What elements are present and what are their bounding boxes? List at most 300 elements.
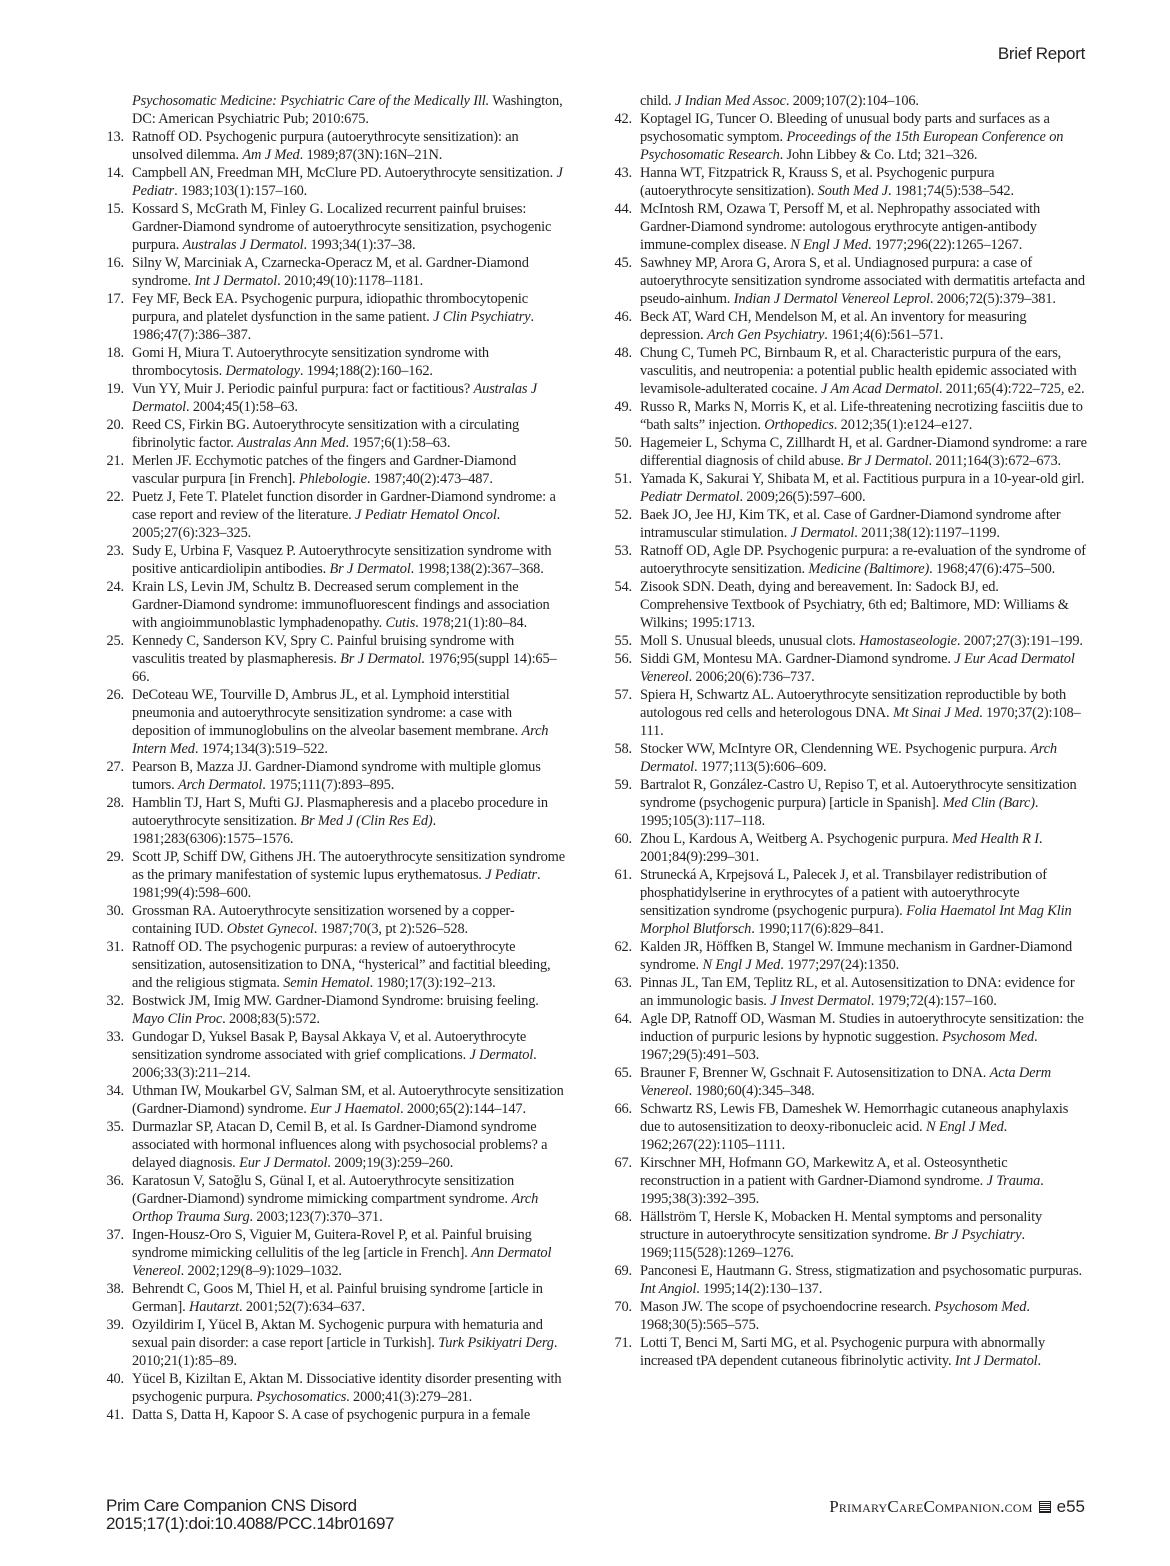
reference-item bbox=[100, 416, 566, 452]
reference-journal: Hautarzt bbox=[189, 1299, 239, 1315]
reference-number: 64. bbox=[614, 1011, 632, 1027]
page-number: e55 bbox=[1056, 1497, 1085, 1516]
reference-text: Chung C, Tumeh PC, Birnbaum R, et al. Characteristic purpura of the ears, vasculitis, and neutropenia: a potential public health epidemic associated with levamisole-adulterated cocaine. bbox=[640, 345, 1077, 397]
reference-details: . 2001;52(7):634–637. bbox=[238, 1299, 365, 1315]
reference-details: . 1981;74(5):538–542. bbox=[887, 183, 1014, 199]
reference-journal: Psychosomatics bbox=[256, 1389, 347, 1405]
reference-item bbox=[606, 830, 1088, 866]
reference-details: . 2011;65(4):722–725, e2. bbox=[938, 381, 1085, 397]
reference-text: Datta S, Datta H, Kapoor S. A case of psychogenic purpura in a female bbox=[132, 1407, 531, 1423]
reference-details: . 1981;99(4):598–600. bbox=[132, 867, 541, 901]
reference-item bbox=[606, 506, 1088, 542]
reference-details: . 1987;40(2):473–487. bbox=[366, 471, 493, 487]
reference-item bbox=[100, 938, 566, 992]
reference-item bbox=[100, 758, 566, 794]
reference-number: 58. bbox=[614, 741, 632, 757]
reference-details: . 1969;115(528):1269–1276. bbox=[640, 1227, 1025, 1261]
reference-number: 31. bbox=[106, 939, 124, 955]
reference-number: 41. bbox=[106, 1407, 124, 1423]
reference-text: Koptagel IG, Tuncer O. Bleeding of unusual body parts and surfaces as a psychosomatic symptom. bbox=[640, 111, 1050, 145]
reference-text: Bartralot R, González-Castro U, Repiso T, et al. Autoerythrocyte sensitization syndrome (psychogenic purpura) [article in Spanish]. bbox=[640, 777, 1077, 811]
reference-text: Sawhney MP, Arora G, Arora S, et al. Undiagnosed purpura: a case of autoerythrocyte sensitization syndrome associated with dermatitis artefacta and pseudo-ainhum. bbox=[640, 255, 1085, 307]
reference-text: DeCoteau WE, Tourville D, Ambrus JL, et al. Lymphoid interstitial pneumonia and autoerythrocyte sensitization syndrome: a case with deposition of immunoglobulins on the alveolar basement membrane. bbox=[132, 687, 522, 739]
reference-text: Merlen JF. Ecchymotic patches of the fingers and Gardner-Diamond vascular purpura [in French]. bbox=[132, 453, 517, 487]
reference-details: . 1968;47(6):475–500. bbox=[929, 561, 1056, 577]
reference-item bbox=[100, 290, 566, 344]
reference-details: . 2000;65(2):144–147. bbox=[399, 1101, 526, 1117]
reference-journal: Med Health R I bbox=[951, 831, 1039, 847]
reference-details: . 2000;41(3):279–281. bbox=[346, 1389, 473, 1405]
reference-item bbox=[606, 92, 1088, 110]
reference-journal: N Engl J Med bbox=[925, 1119, 1004, 1135]
reference-number: 23. bbox=[106, 543, 124, 559]
reference-item bbox=[606, 740, 1088, 776]
reference-journal: Arch Intern Med bbox=[132, 723, 549, 757]
reference-journal: Arch Gen Psychiatry bbox=[706, 327, 825, 343]
reference-text: Hällström T, Hersle K, Mobacken H. Mental symptoms and personality structure in autoerythrocyte sensitization syndrome. bbox=[640, 1209, 1043, 1243]
reference-number: 67. bbox=[614, 1155, 632, 1171]
reference-number: 39. bbox=[106, 1317, 124, 1333]
reference-details: . 2006;20(6):736–737. bbox=[688, 669, 815, 685]
reference-details: . 1989;87(3N):16N–21N. bbox=[299, 147, 443, 163]
reference-number: 16. bbox=[106, 255, 124, 271]
reference-journal: Am J Med bbox=[242, 147, 300, 163]
reference-text: Agle DP, Ratnoff OD, Wasman M. Studies in autoerythrocyte sensitization: the induction of purpuric lesions by hypnotic suggestion. bbox=[640, 1011, 1084, 1045]
reference-text: Kalden JR, Höffken B, Stangel W. Immune mechanism in Gardner-Diamond syndrome. bbox=[640, 939, 1073, 973]
reference-journal: N Engl J Med bbox=[702, 957, 781, 973]
reference-details: . 1967;29(5):491–503. bbox=[640, 1029, 1038, 1063]
reference-details: . 1980;60(4):345–348. bbox=[688, 1083, 815, 1099]
reference-item bbox=[606, 200, 1088, 254]
reference-journal: Australas J Dermatol bbox=[182, 237, 304, 253]
reference-text: Uthman IW, Moukarbel GV, Salman SM, et al. Autoerythrocyte sensitization (Gardner-Diamond) syndrome. bbox=[132, 1083, 564, 1117]
reference-journal: Eur J Dermatol bbox=[239, 1155, 328, 1171]
reference-number: 37. bbox=[106, 1227, 124, 1243]
reference-text: Karatosun V, Satoğlu S, Günal I, et al. Autoerythrocyte sensitization (Gardner-Diamond) syndrome mimicking compartment syndrome. bbox=[132, 1173, 514, 1207]
reference-journal: J Trauma bbox=[986, 1173, 1041, 1189]
reference-journal: South Med J bbox=[817, 183, 888, 199]
reference-text: Ingen-Housz-Oro S, Viguier M, Guitera-Rovel P, et al. Painful bruising syndrome mimicking cellulitis of the leg [article in French]. bbox=[132, 1227, 532, 1261]
reference-number: 21. bbox=[106, 453, 124, 469]
reference-text: Strunecká A, Krpejsová L, Palecek J, et al. Transbilayer redistribution of phosphatidylserine in erythrocytes of a patient with autoerythrocyte sensitization syndrome (psychogenic purpura). bbox=[640, 867, 1047, 919]
reference-item bbox=[606, 470, 1088, 506]
reference-details: . 2010;49(10):1178–1181. bbox=[277, 273, 424, 289]
reference-journal: Indian J Dermatol Venereol Leprol bbox=[733, 291, 930, 307]
reference-number: 52. bbox=[614, 507, 632, 523]
reference-number: 55. bbox=[614, 633, 632, 649]
reference-details: . 2009;26(5):597–600. bbox=[739, 489, 866, 505]
reference-number: 69. bbox=[614, 1263, 632, 1279]
reference-journal: N Engl J Med bbox=[790, 237, 868, 253]
reference-item bbox=[100, 632, 566, 686]
reference-item bbox=[606, 938, 1088, 974]
reference-text: Kossard S, McGrath M, Finley G. Localized recurrent painful bruises: Gardner-Diamond syndrome of autoerythrocyte sensitization, psychogenic purpura. bbox=[132, 201, 552, 253]
reference-item bbox=[100, 344, 566, 380]
reference-details: . 2001;84(9):299–301. bbox=[640, 831, 1043, 865]
reference-details: . 1995;14(2):130–137. bbox=[696, 1281, 823, 1297]
reference-journal: Eur J Haematol bbox=[310, 1101, 400, 1117]
reference-journal: Br J Dermatol bbox=[329, 561, 411, 577]
reference-details: . 2006;33(3):211–214. bbox=[132, 1047, 537, 1081]
reference-number: 56. bbox=[614, 651, 632, 667]
reference-item bbox=[606, 776, 1088, 830]
reference-journal: J Invest Dermatol bbox=[770, 993, 871, 1009]
reference-details: . 2012;35(1):e124–e127. bbox=[833, 417, 973, 433]
reference-text: Puetz J, Fete T. Platelet function disorder in Gardner-Diamond syndrome: a case report and review of the literature. bbox=[132, 489, 556, 523]
reference-item bbox=[606, 632, 1088, 650]
reference-text: McIntosh RM, Ozawa T, Persoff M, et al. Nephropathy associated with Gardner-Diamond syndrome: autologous erythrocyte antigen-antibody immune-complex disease. bbox=[640, 201, 1040, 253]
reference-journal: Psychosom Med bbox=[942, 1029, 1035, 1045]
reference-journal: Hamostaseologie bbox=[859, 633, 957, 649]
reference-item bbox=[100, 164, 566, 200]
reference-item bbox=[606, 1208, 1088, 1262]
reference-text: Hanna WT, Fitzpatrick R, Krauss S, et al. Psychogenic purpura (autoerythrocyte sensitization). bbox=[640, 165, 995, 199]
reference-journal: Proceedings of the 15th European Conference on Psychosomatic Research bbox=[640, 129, 1064, 163]
reference-journal: Mayo Clin Proc bbox=[132, 1011, 223, 1027]
reference-number: 71. bbox=[614, 1335, 632, 1351]
reference-details: . 1977;113(5):606–609. bbox=[693, 759, 827, 775]
reference-journal: Turk Psikiyatri Derg bbox=[438, 1335, 554, 1351]
reference-text: Siddi GM, Montesu MA. Gardner-Diamond syndrome. bbox=[640, 651, 955, 667]
reference-details: . 1974;134(3):519–522. bbox=[194, 741, 328, 757]
reference-text: Beck AT, Ward CH, Mendelson M, et al. An inventory for measuring depression. bbox=[640, 309, 1027, 343]
reference-journal: Arch Orthop Trauma Surg bbox=[132, 1191, 539, 1225]
reference-text: Hamblin TJ, Hart S, Mufti GJ. Plasmapheresis and a placebo procedure in autoerythrocyte sensitization. bbox=[132, 795, 548, 829]
reference-details: . 1968;30(5):565–575. bbox=[640, 1299, 1030, 1333]
reference-details: . 2002;129(8–9):1029–1032. bbox=[180, 1263, 342, 1279]
reference-item bbox=[606, 866, 1088, 938]
reference-item bbox=[606, 1154, 1088, 1208]
reference-details: . 1993;34(1):37–38. bbox=[303, 237, 416, 253]
reference-details: . 2009;19(3):259–260. bbox=[327, 1155, 454, 1171]
reference-number: 30. bbox=[106, 903, 124, 919]
reference-journal: Orthopedics bbox=[764, 417, 834, 433]
reference-item bbox=[100, 488, 566, 542]
reference-text: Ratnoff OD, Agle DP. Psychogenic purpura: a re-evaluation of the syndrome of autoerythrocyte sensitization. bbox=[640, 543, 1086, 577]
reference-number: 57. bbox=[614, 687, 632, 703]
reference-journal: Psychosom Med bbox=[934, 1299, 1027, 1315]
reference-item bbox=[606, 974, 1088, 1010]
reference-journal: Acta Derm Venereol bbox=[640, 1065, 1052, 1099]
reference-number: 63. bbox=[614, 975, 632, 991]
reference-item bbox=[100, 578, 566, 632]
reference-item bbox=[606, 1010, 1088, 1064]
reference-item bbox=[606, 254, 1088, 308]
reference-text: Hagemeier L, Schyma C, Zillhardt H, et al. Gardner-Diamond syndrome: a rare differential diagnosis of child abuse. bbox=[640, 435, 1087, 469]
reference-details: . 2003;123(7):370–371. bbox=[249, 1209, 383, 1225]
reference-text: Mason JW. The scope of psychoendocrine research. bbox=[640, 1299, 935, 1315]
reference-journal: J Dermatol bbox=[469, 1047, 534, 1063]
reference-item bbox=[606, 650, 1088, 686]
reference-details: . 1978;21(1):80–84. bbox=[415, 615, 528, 631]
reference-number: 32. bbox=[106, 993, 124, 1009]
square-bullet-icon bbox=[1039, 1501, 1051, 1513]
reference-item bbox=[100, 254, 566, 290]
reference-number: 29. bbox=[106, 849, 124, 865]
reference-journal: Australas Ann Med bbox=[237, 435, 346, 451]
footer-doi: 2015;17(1):doi:10.4088/PCC.14br01697 bbox=[106, 1514, 395, 1533]
reference-details: . 1979;72(4):157–160. bbox=[870, 993, 997, 1009]
reference-text: Spiera H, Schwartz AL. Autoerythrocyte sensitization reproductible by both autologous red cells and heterologous DNA. bbox=[640, 687, 1067, 721]
reference-text: Russo R, Marks N, Morris K, et al. Life-threatening necrotizing fasciitis due to “bath salts” injection. bbox=[640, 399, 1083, 433]
reference-details: . 1962;267(22):1105–1111. bbox=[640, 1119, 1008, 1153]
reference-item bbox=[606, 542, 1088, 578]
reference-item bbox=[100, 1172, 566, 1226]
reference-item bbox=[100, 1028, 566, 1082]
reference-text: Bostwick JM, Imig MW. Gardner-Diamond Syndrome: bruising feeling. bbox=[132, 993, 539, 1009]
reference-text: Vun YY, Muir J. Periodic painful purpura: fact or factitious? bbox=[132, 381, 474, 397]
reference-text: Zhou L, Kardous A, Weitberg A. Psychogenic purpura. bbox=[640, 831, 952, 847]
site-link[interactable]: PrimaryCareCompanion.com bbox=[829, 1497, 1033, 1516]
reference-details: . 2005;27(6):323–325. bbox=[132, 507, 501, 541]
reference-number: 33. bbox=[106, 1029, 124, 1045]
reference-text: Scott JP, Schiff DW, Githens JH. The autoerythrocyte sensitization syndrome as the primary manifestation of systemic lupus erythematosus. bbox=[132, 849, 565, 883]
reference-journal: J Pediatr Hematol Oncol bbox=[355, 507, 497, 523]
reference-text: Ozyildirim I, Yücel B, Aktan M. Sychogenic purpura with hematuria and sexual pain disorder: a case report [article in Turkish]. bbox=[132, 1317, 543, 1351]
reference-details: . 2011;38(12):1197–1199. bbox=[854, 525, 1000, 541]
reference-details: . 2009;107(2):104–106. bbox=[785, 93, 919, 109]
reference-text: Yamada K, Sakurai Y, Shibata M, et al. Factitious purpura in a 10-year-old girl. bbox=[640, 471, 1085, 487]
reference-number: 22. bbox=[106, 489, 124, 505]
reference-number: 26. bbox=[106, 687, 124, 703]
reference-number: 25. bbox=[106, 633, 124, 649]
reference-text: Campbell AN, Freedman MH, McClure PD. Autoerythrocyte sensitization. bbox=[132, 165, 557, 181]
reference-journal: J Am Acad Dermatol bbox=[821, 381, 939, 397]
reference-journal: Cutis bbox=[385, 615, 416, 631]
reference-details: . 1975;111(7):893–895. bbox=[262, 777, 395, 793]
reference-item bbox=[100, 1280, 566, 1316]
reference-item bbox=[100, 128, 566, 164]
reference-number: 61. bbox=[614, 867, 632, 883]
reference-text: Behrendt C, Goos M, Thiel H, et al. Painful bruising syndrome [article in German]. bbox=[132, 1281, 543, 1315]
reference-journal: Folia Haematol Int Mag Klin Morphol Blutforsch bbox=[640, 903, 1072, 937]
reference-journal: J Pediatr bbox=[485, 867, 537, 883]
reference-text: Panconesi E, Hautmann G. Stress, stigmatization and psychosomatic purpuras. bbox=[640, 1263, 1082, 1279]
reference-text: Moll S. Unusual bleeds, unusual clots. bbox=[640, 633, 860, 649]
reference-item bbox=[100, 1118, 566, 1172]
reference-journal: Arch Dermatol bbox=[640, 741, 1057, 775]
reference-text: Sudy E, Urbina F, Vasquez P. Autoerythrocyte sensitization syndrome with positive anticardiolipin antibodies. bbox=[132, 543, 552, 577]
reference-journal: Dermatology bbox=[225, 363, 300, 379]
reference-number: 65. bbox=[614, 1065, 632, 1081]
reference-number: 15. bbox=[106, 201, 124, 217]
reference-journal: J Clin Psychiatry bbox=[433, 309, 531, 325]
reference-journal: Medicine (Baltimore) bbox=[808, 561, 930, 577]
reference-number: 48. bbox=[614, 345, 632, 361]
reference-journal: Int J Dermatol bbox=[954, 1353, 1038, 1369]
reference-details: . 2004;45(1):58–63. bbox=[185, 399, 298, 415]
reference-number: 50. bbox=[614, 435, 632, 451]
reference-item bbox=[606, 1064, 1088, 1100]
reference-journal: J Eur Acad Dermatol Venereol bbox=[640, 651, 1075, 685]
reference-item bbox=[100, 992, 566, 1028]
reference-number: 24. bbox=[106, 579, 124, 595]
reference-text: Baek JO, Jee HJ, Kim TK, et al. Case of Gardner-Diamond syndrome after intramuscular stimulation. bbox=[640, 507, 1061, 541]
reference-number: 13. bbox=[106, 129, 124, 145]
reference-text: Brauner F, Brenner W, Gschnait F. Autosensitization to DNA. bbox=[640, 1065, 990, 1081]
reference-journal: J Indian Med Assoc bbox=[674, 93, 786, 109]
reference-journal: Br J Dermatol bbox=[847, 453, 929, 469]
reference-number: 18. bbox=[106, 345, 124, 361]
reference-item bbox=[606, 1334, 1088, 1370]
reference-item bbox=[606, 1100, 1088, 1154]
reference-item bbox=[606, 686, 1088, 740]
reference-text: Pearson B, Mazza JJ. Gardner-Diamond syndrome with multiple glomus tumors. bbox=[132, 759, 541, 793]
reference-number: 49. bbox=[614, 399, 632, 415]
reference-details: . 2011;164(3):672–673. bbox=[928, 453, 1061, 469]
reference-details: . 1995;38(3):392–395. bbox=[640, 1173, 1044, 1207]
reference-text: Lotti T, Benci M, Sarti MG, et al. Psychogenic purpura with abnormally increased tPA dependent cutaneous fibrinolytic activity. bbox=[640, 1335, 1046, 1369]
reference-text: child. bbox=[640, 93, 675, 109]
reference-text: Fey MF, Beck EA. Psychogenic purpura, idiopathic thrombocytopenic purpura, and platelet dysfunction in the same patient. bbox=[132, 291, 528, 325]
reference-journal: Br J Psychiatry bbox=[934, 1227, 1022, 1243]
reference-item bbox=[606, 1298, 1088, 1334]
reference-text: Grossman RA. Autoerythrocyte sensitization worsened by a copper-containing IUD. bbox=[132, 903, 515, 937]
reference-number: 17. bbox=[106, 291, 124, 307]
reference-item bbox=[606, 398, 1088, 434]
reference-details: . 1981;283(6306):1575–1576. bbox=[132, 813, 437, 847]
reference-item bbox=[100, 380, 566, 416]
reference-details: . 1976;95(suppl 14):65–66. bbox=[132, 651, 557, 685]
reference-number: 19. bbox=[106, 381, 124, 397]
reference-details: . 1990;117(6):829–841. bbox=[751, 921, 884, 937]
references-left-column bbox=[100, 92, 566, 1424]
reference-item bbox=[606, 308, 1088, 344]
reference-item bbox=[100, 92, 566, 128]
reference-details: . 2008;83(5):572. bbox=[222, 1011, 320, 1027]
reference-text: Zisook SDN. Death, dying and bereavement. In: Sadock BJ, ed. Comprehensive Textbook of Psychiatry, 6th ed; Baltimore, MD: Williams & Wilkins; 1995:1713. bbox=[640, 579, 1069, 631]
reference-item bbox=[100, 1370, 566, 1406]
reference-number: 53. bbox=[614, 543, 632, 559]
reference-text: Krain LS, Levin JM, Schultz B. Decreased serum complement in the Gardner-Diamond syndrome: immunofluorescent findings and association with angioimmunoblastic lymphadenopathy. bbox=[132, 579, 550, 631]
reference-item bbox=[606, 578, 1088, 632]
reference-journal: Br J Dermatol bbox=[340, 651, 422, 667]
reference-number: 59. bbox=[614, 777, 632, 793]
reference-journal: Obstet Gynecol bbox=[226, 921, 314, 937]
reference-text: Reed CS, Firkin BG. Autoerythrocyte sensitization with a circulating fibrinolytic factor. bbox=[132, 417, 520, 451]
reference-item bbox=[100, 794, 566, 848]
reference-number: 54. bbox=[614, 579, 632, 595]
reference-details: . 1994;188(2):160–162. bbox=[299, 363, 433, 379]
reference-item bbox=[100, 452, 566, 488]
reference-journal: Int J Dermatol bbox=[194, 273, 278, 289]
reference-journal: Int Angiol bbox=[640, 1281, 697, 1297]
reference-journal: Ann Dermatol Venereol bbox=[132, 1245, 552, 1279]
reference-number: 46. bbox=[614, 309, 632, 325]
reference-text: Gundogar D, Yuksel Basak P, Baysal Akkaya V, et al. Autoerythrocyte sensitization syndrome associated with grief complications. bbox=[132, 1029, 527, 1063]
reference-details: . 2006;72(5):379–381. bbox=[929, 291, 1056, 307]
references-right-column bbox=[606, 92, 1088, 1370]
reference-number: 45. bbox=[614, 255, 632, 271]
reference-number: 14. bbox=[106, 165, 124, 181]
reference-item bbox=[606, 344, 1088, 398]
reference-details: . 2010;21(1):85–89. bbox=[132, 1335, 558, 1369]
reference-number: 36. bbox=[106, 1173, 124, 1189]
reference-text: Schwartz RS, Lewis FB, Dameshek W. Hemorrhagic cutaneous anaphylaxis due to autosensitization to deoxy-ribonucleic acid. bbox=[640, 1101, 1069, 1135]
reference-number: 35. bbox=[106, 1119, 124, 1135]
reference-text: Ratnoff OD. The psychogenic purpuras: a review of autoerythrocyte sensitization, autosensitization to DNA, “hysterical” and factitial bleeding, and the religious stigmata. bbox=[132, 939, 551, 991]
reference-item bbox=[100, 542, 566, 578]
reference-details: . 1961;4(6):561–571. bbox=[824, 327, 944, 343]
reference-number: 27. bbox=[106, 759, 124, 775]
reference-journal: Phlebologie bbox=[298, 471, 367, 487]
reference-journal: Br Med J (Clin Res Ed) bbox=[300, 813, 433, 829]
reference-number: 20. bbox=[106, 417, 124, 433]
reference-details: . 1977;296(22):1265–1267. bbox=[868, 237, 1023, 253]
reference-text: Pinnas JL, Tan EM, Teplitz RL, et al. Autosensitization to DNA: evidence for an immunologic basis. bbox=[640, 975, 1075, 1009]
reference-details: . 1977;297(24):1350. bbox=[780, 957, 900, 973]
reference-journal: Med Clin (Barc) bbox=[942, 795, 1035, 811]
reference-text: Durmazlar SP, Atacan D, Cemil B, et al. Is Gardner-Diamond syndrome associated with hormonal influences along with psychosocial problems? a delayed diagnosis. bbox=[132, 1119, 548, 1171]
reference-item bbox=[100, 848, 566, 902]
footer-site bbox=[829, 1497, 1085, 1517]
reference-text: Silny W, Marciniak A, Czarnecka-Operacz M, et al. Gardner-Diamond syndrome. bbox=[132, 255, 529, 289]
reference-journal: J Dermatol bbox=[790, 525, 855, 541]
reference-details: . bbox=[1037, 1353, 1041, 1369]
reference-number: 28. bbox=[106, 795, 124, 811]
reference-journal: Australas J Dermatol bbox=[132, 381, 538, 415]
reference-number: 51. bbox=[614, 471, 632, 487]
reference-number: 34. bbox=[106, 1083, 124, 1099]
reference-number: 38. bbox=[106, 1281, 124, 1297]
footer-journal: Prim Care Companion CNS Disord bbox=[106, 1496, 357, 1515]
reference-item bbox=[100, 1082, 566, 1118]
reference-details: . 1983;103(1):157–160. bbox=[174, 183, 308, 199]
reference-journal: Mt Sinai J Med bbox=[892, 705, 980, 721]
reference-item bbox=[606, 1262, 1088, 1298]
reference-text: Stocker WW, McIntyre OR, Clendenning WE. Psychogenic purpura. bbox=[640, 741, 1031, 757]
reference-item bbox=[100, 686, 566, 758]
reference-item bbox=[100, 200, 566, 254]
reference-details: . 1980;17(3):192–213. bbox=[369, 975, 496, 991]
reference-number: 40. bbox=[106, 1371, 124, 1387]
reference-text: Ratnoff OD. Psychogenic purpura (autoerythrocyte sensitization): an unsolved dilemma. bbox=[132, 129, 519, 163]
reference-journal: Semin Hematol bbox=[283, 975, 370, 991]
reference-number: 70. bbox=[614, 1299, 632, 1315]
reference-text: Gomi H, Miura T. Autoerythrocyte sensitization syndrome with thrombocytosis. bbox=[132, 345, 489, 379]
reference-journal: Arch Dermatol bbox=[177, 777, 263, 793]
reference-number: 44. bbox=[614, 201, 632, 217]
reference-text: Kennedy C, Sanderson KV, Spry C. Painful bruising syndrome with vasculitis treated by plasmapheresis. bbox=[132, 633, 515, 667]
reference-number: 42. bbox=[614, 111, 632, 127]
reference-details: . 1957;6(1):58–63. bbox=[345, 435, 451, 451]
section-header: Brief Report bbox=[997, 44, 1085, 63]
reference-number: 68. bbox=[614, 1209, 632, 1225]
reference-details: . 1987;70(3, pt 2):526–528. bbox=[313, 921, 468, 937]
reference-details: . 2007;27(3):191–199. bbox=[956, 633, 1083, 649]
reference-item bbox=[100, 902, 566, 938]
reference-journal: Psychosomatic Medicine: Psychiatric Care of the Medically Ill. bbox=[132, 93, 490, 109]
reference-number: 66. bbox=[614, 1101, 632, 1117]
reference-number: 62. bbox=[614, 939, 632, 955]
reference-details: . John Libbey & Co. Ltd; 321–326. bbox=[779, 147, 978, 163]
reference-item bbox=[606, 110, 1088, 164]
reference-journal: Pediatr Dermatol bbox=[640, 489, 740, 505]
reference-details: Washington, DC: American Psychiatric Pub; 2010:675. bbox=[132, 93, 563, 127]
footer-citation bbox=[106, 1497, 394, 1533]
reference-item bbox=[606, 434, 1088, 470]
reference-item bbox=[606, 164, 1088, 200]
reference-number: 43. bbox=[614, 165, 632, 181]
reference-details: . 1998;138(2):367–368. bbox=[410, 561, 544, 577]
reference-item bbox=[100, 1406, 566, 1424]
reference-text: Kirschner MH, Hofmann GO, Markewitz A, et al. Osteosynthetic reconstruction in a patient with Gardner-Diamond syndrome. bbox=[640, 1155, 1008, 1189]
reference-details: . 1995;105(3):117–118. bbox=[640, 795, 1039, 829]
reference-item bbox=[100, 1316, 566, 1370]
reference-details: . 1970;37(2):108–111. bbox=[640, 705, 1081, 739]
reference-text: Yücel B, Kiziltan E, Aktan M. Dissociative identity disorder presenting with psychogenic purpura. bbox=[132, 1371, 562, 1405]
reference-journal: J Pediatr bbox=[132, 165, 563, 199]
